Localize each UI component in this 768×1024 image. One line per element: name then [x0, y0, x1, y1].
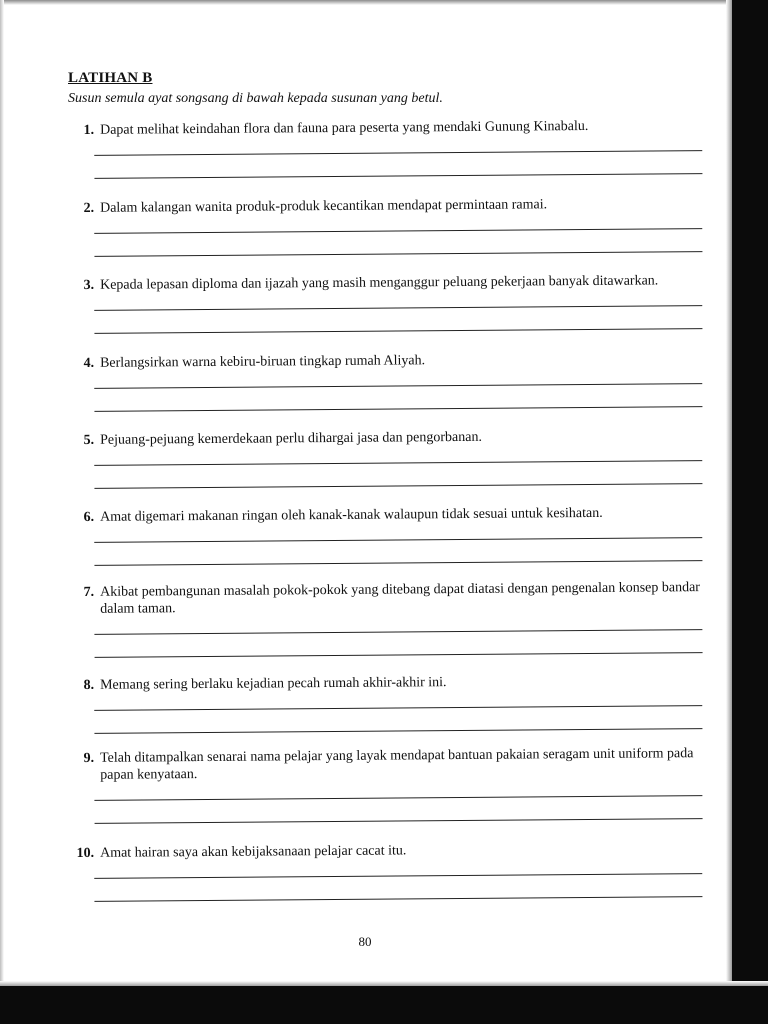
answer-line[interactable] — [94, 629, 702, 635]
question-number: 5. — [83, 432, 95, 448]
answer-line[interactable] — [94, 173, 702, 179]
answer-line[interactable] — [94, 305, 702, 311]
answer-line[interactable] — [94, 383, 702, 389]
answer-line[interactable] — [94, 795, 702, 801]
question-5 — [76, 427, 716, 449]
answer-line[interactable] — [94, 460, 702, 466]
question-text: Memang sering berlaku kejadian pecah rumah akhir-akhir ini. — [100, 675, 447, 693]
question-number: 10. — [76, 845, 95, 861]
question-text: Amat hairan saya akan kebijaksanaan pelajar cacat itu. — [100, 843, 407, 861]
question-text: Dapat melihat keindahan flora dan fauna para peserta yang mendaki Gunung Kinabalu. — [100, 118, 589, 138]
question-number: 3. — [83, 277, 95, 293]
answer-line[interactable] — [94, 705, 702, 711]
answer-line[interactable] — [94, 896, 702, 902]
question-9 — [76, 745, 716, 784]
answer-line[interactable] — [94, 228, 702, 234]
question-7 — [76, 579, 716, 618]
question-1 — [76, 117, 716, 139]
answer-line[interactable] — [95, 818, 703, 824]
question-text: Kepada lepasan diploma dan ijazah yang masih menganggur peluang pekerjaan banyak ditawarkan. — [100, 273, 659, 293]
question-4 — [76, 350, 716, 372]
question-number: 1. — [83, 122, 95, 138]
answer-line[interactable] — [94, 328, 702, 334]
question-number: 9. — [83, 750, 95, 766]
question-2 — [76, 195, 716, 217]
question-text: Amat digemari makanan ringan oleh kanak-kanak walaupun tidak sesuai untuk kesihatan. — [100, 505, 603, 525]
question-number: 4. — [83, 355, 95, 371]
question-number: 8. — [83, 677, 95, 693]
question-number: 6. — [83, 509, 95, 525]
page-number: 80 — [358, 934, 372, 949]
scan-edge-right — [732, 0, 768, 1024]
exercise-header — [68, 70, 443, 107]
question-3 — [76, 272, 716, 294]
answer-line[interactable] — [94, 483, 702, 489]
question-text: Dalam kalangan wanita produk-produk kecantikan mendapat permintaan ramai. — [100, 197, 548, 216]
answer-line[interactable] — [94, 537, 702, 543]
question-text: Akibat pembangunan masalah pokok-pokok yang ditebang dapat diatasi dengan pengenalan konsep bandar dalam taman. — [100, 580, 700, 617]
question-6 — [76, 504, 716, 526]
answer-line[interactable] — [95, 652, 703, 658]
answer-line[interactable] — [94, 873, 702, 879]
answer-line[interactable] — [94, 560, 702, 566]
answer-line[interactable] — [94, 728, 702, 734]
answer-line[interactable] — [94, 150, 702, 156]
exercise-title: LATIHAN B — [68, 70, 153, 86]
scan-edge-bottom — [0, 986, 768, 1024]
answer-line[interactable] — [94, 251, 702, 257]
question-8 — [76, 672, 716, 694]
question-number: 7. — [83, 584, 95, 600]
question-text: Telah ditampalkan senarai nama pelajar yang layak mendapat bantuan pakaian seragam unit uniform pada papan kenyataan. — [100, 746, 694, 783]
question-text: Berlangsirkan warna kebiru-biruan tingkap rumah Aliyah. — [100, 353, 426, 371]
answer-line[interactable] — [94, 406, 702, 412]
question-number: 2. — [83, 200, 95, 216]
exercise-instruction: Susun semula ayat songsang di bawah kepada susunan yang betul. — [68, 91, 443, 106]
question-text: Pejuang-pejuang kemerdekaan perlu dihargai jasa dan pengorbanan. — [100, 429, 482, 448]
question-10 — [76, 840, 716, 862]
